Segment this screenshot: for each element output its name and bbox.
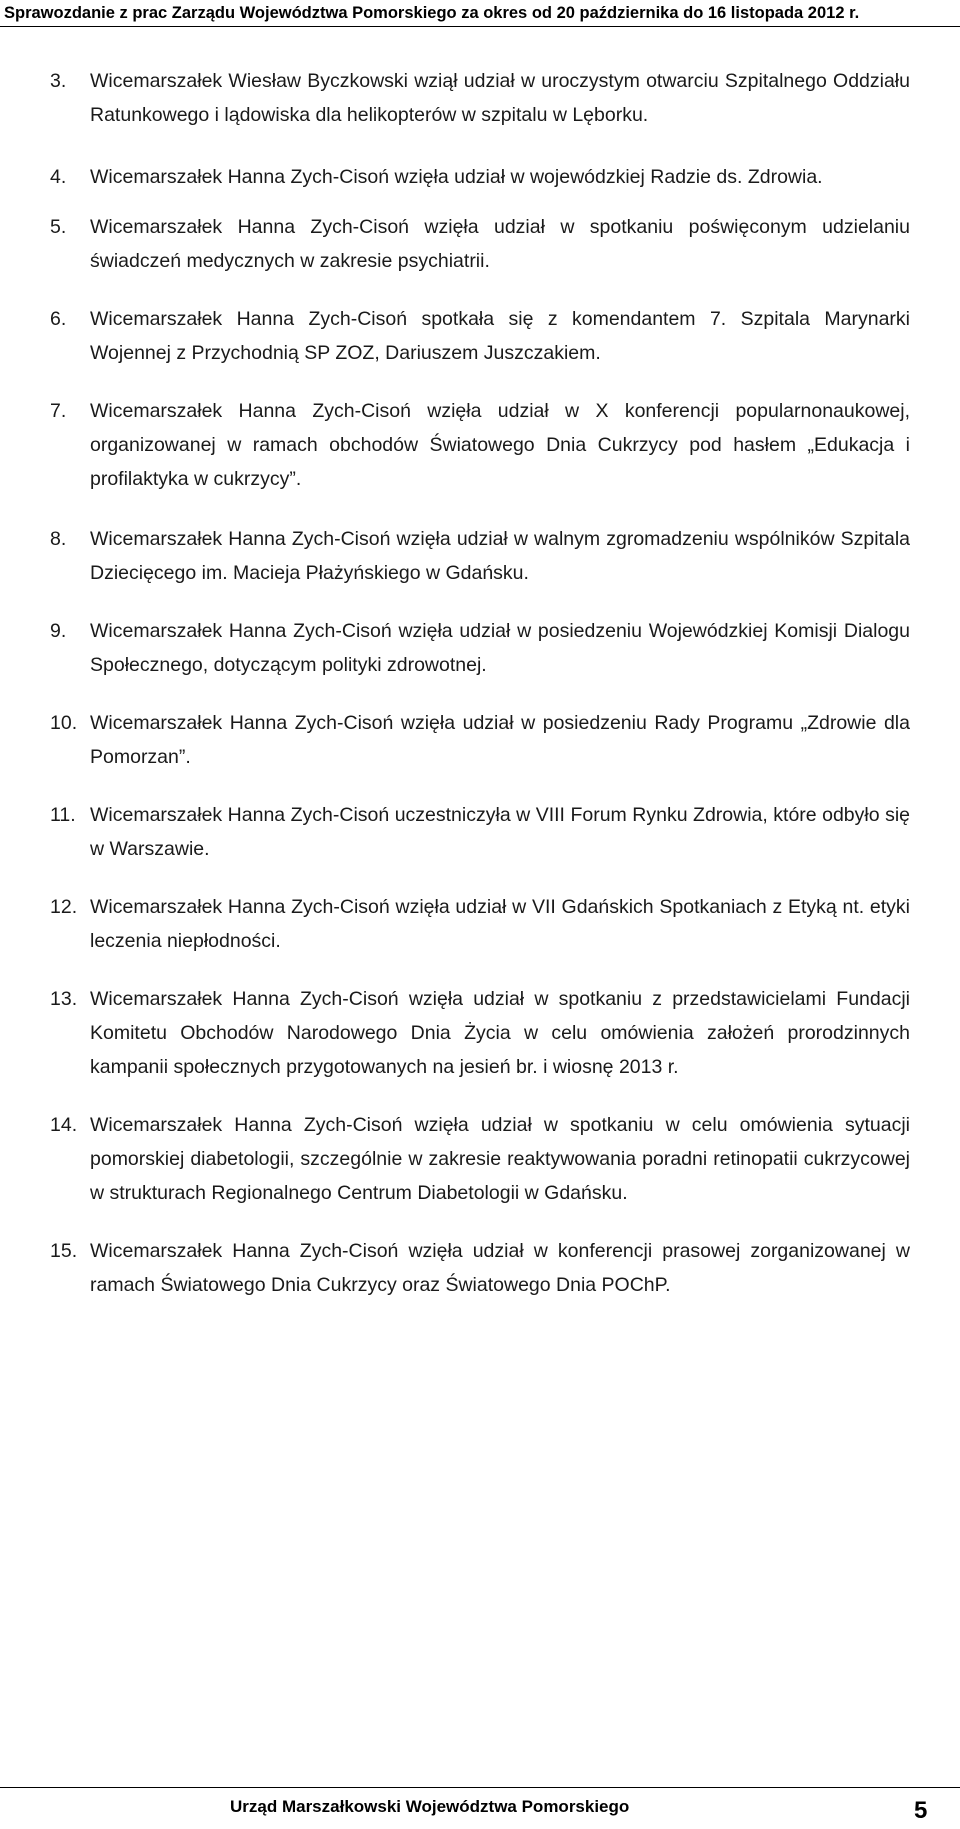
page-footer — [0, 1787, 960, 1829]
footer-divider — [0, 1787, 960, 1788]
header-title: Sprawozdanie z prac Zarządu Województwa Pomorskiego za okres od 20 października do 16 listopada 2012 r. — [4, 4, 860, 22]
item-number: 11. — [50, 804, 76, 826]
item-text: Wicemarszałek Hanna Zych-Cisoń spotkała się z komendantem 7. Szpitala Marynarki Wojennej z Przychodnią SP ZOZ, Dariuszem Juszczakiem. — [90, 308, 910, 364]
item-text: Wicemarszałek Hanna Zych-Cisoń wzięła udział w posiedzeniu Rady Programu „Zdrowie dla Pomorzan”. — [90, 712, 910, 768]
list-item — [50, 614, 910, 682]
item-number: 14. — [50, 1114, 78, 1136]
list-item — [50, 522, 910, 590]
list-item — [50, 210, 910, 278]
list-item — [50, 1108, 910, 1210]
item-text: Wicemarszałek Wiesław Byczkowski wziął udział w uroczystym otwarciu Szpitalnego Oddziału Ratunkowego i lądowiska dla helikopterów w szpitalu w Lęborku. — [90, 70, 910, 126]
item-text: Wicemarszałek Hanna Zych-Cisoń wzięła udział w VII Gdańskich Spotkaniach z Etyką nt. etyki leczenia niepłodności. — [90, 896, 910, 952]
item-number: 13. — [50, 988, 78, 1010]
item-text: Wicemarszałek Hanna Zych-Cisoń wzięła udział w wojewódzkiej Radzie ds. Zdrowia. — [90, 166, 823, 188]
item-number: 12. — [50, 896, 78, 918]
item-number: 8. — [50, 528, 67, 550]
item-text: Wicemarszałek Hanna Zych-Cisoń wzięła udział w walnym zgromadzeniu wspólników Szpitala Dziecięcego im. Macieja Płażyńskiego w Gdańsku. — [90, 528, 910, 584]
footer-institution: Urząd Marszałkowski Województwa Pomorskiego — [230, 1797, 630, 1816]
item-number: 5. — [50, 216, 67, 238]
item-text: Wicemarszałek Hanna Zych-Cisoń wzięła udział w konferencji prasowej zorganizowanej w ramach Światowego Dnia Cukrzycy oraz Światowego Dnia POChP. — [90, 1240, 910, 1296]
list-item — [50, 160, 910, 194]
list-item — [50, 394, 910, 496]
item-text: Wicemarszałek Hanna Zych-Cisoń uczestniczyła w VIII Forum Rynku Zdrowia, które odbyło się w Warszawie. — [90, 804, 910, 860]
list-item — [50, 982, 910, 1084]
list-item — [50, 1234, 910, 1302]
item-text: Wicemarszałek Hanna Zych-Cisoń wzięła udział w X konferencji popularnonaukowej, organizowanej w ramach obchodów Światowego Dnia Cukrzycy pod hasłem „Edukacja i profilaktyka w cukrzycy”. — [90, 400, 910, 490]
item-text: Wicemarszałek Hanna Zych-Cisoń wzięła udział w posiedzeniu Wojewódzkiej Komisji Dialogu Społecznego, dotyczącym polityki zdrowotnej. — [90, 620, 910, 676]
item-number: 6. — [50, 308, 67, 330]
list-item — [50, 302, 910, 370]
item-text: Wicemarszałek Hanna Zych-Cisoń wzięła udział w spotkaniu poświęconym udzielaniu świadczeń medycznych w zakresie psychiatrii. — [90, 216, 910, 272]
page-number: 5 — [914, 1797, 928, 1824]
item-text: Wicemarszałek Hanna Zych-Cisoń wzięła udział w spotkaniu z przedstawicielami Fundacji Komitetu Obchodów Narodowego Dnia Życia w celu omówienia założeń prorodzinnych kampanii społecznych przygotowanych na jesień br. i wiosnę 2013 r. — [90, 988, 910, 1078]
item-number: 9. — [50, 620, 67, 642]
item-number: 3. — [50, 70, 67, 92]
list-item — [50, 64, 910, 132]
item-number: 4. — [50, 166, 67, 188]
item-number: 7. — [50, 400, 67, 422]
list-item — [50, 706, 910, 774]
list-item — [50, 798, 910, 866]
item-text: Wicemarszałek Hanna Zych-Cisoń wzięła udział w spotkaniu w celu omówienia sytuacji pomorskiej diabetologii, szczególnie w zakresie reaktywowania poradni retinopatii cukrzycowej w strukturach Regionalnego Centrum Diabetologii w Gdańsku. — [90, 1114, 910, 1204]
page-header — [0, 0, 960, 27]
item-number: 15. — [50, 1240, 78, 1262]
document-body — [50, 64, 910, 1326]
item-number: 10. — [50, 712, 78, 734]
list-item — [50, 890, 910, 958]
